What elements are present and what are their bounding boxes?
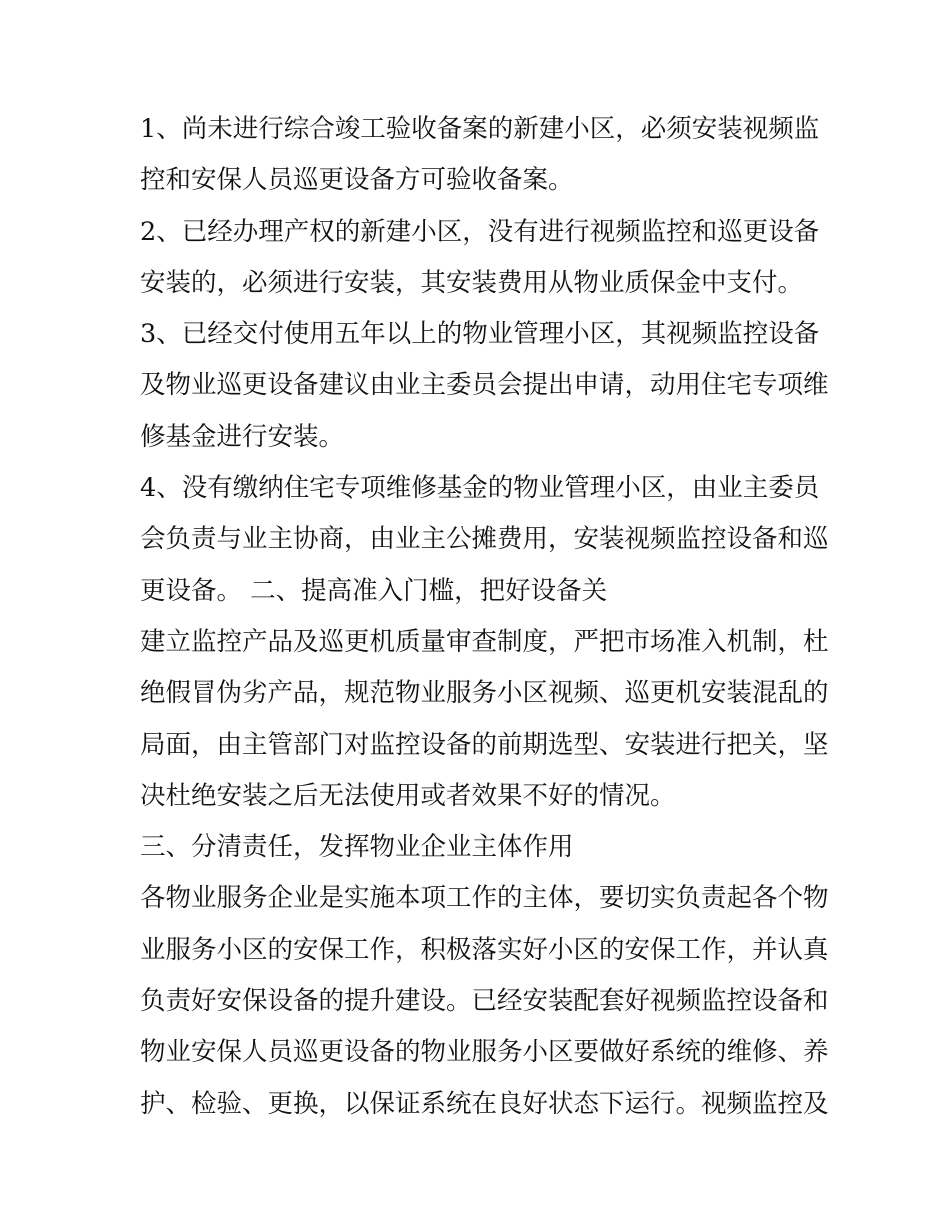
text-line: 2、已经办理产权的新建小区，没有进行视频监控和巡更设备 [140, 216, 820, 247]
text-line: 三、分清责任，发挥物业企业主体作用 [140, 832, 574, 863]
text-line: 护、检验、更换，以保证系统在良好状态下运行。视频监控及 [140, 1088, 829, 1119]
text-line: 3、已经交付使用五年以上的物业管理小区，其视频监控设备 [140, 319, 820, 350]
text-line: 会负责与业主协商，由业主公摊费用，安装视频监控设备和巡 [140, 524, 829, 555]
text-line: 局面，由主管部门对监控设备的前期选型、安装进行把关，坚 [140, 729, 829, 760]
document-body [140, 104, 829, 1130]
text-line: 更设备。 二、提高准入门槛，把好设备关 [140, 575, 608, 606]
text-line: 决杜绝安装之后无法使用或者效果不好的情况。 [140, 780, 676, 811]
text-line: 绝假冒伪劣产品，规范物业服务小区视频、巡更机安装混乱的 [140, 678, 829, 709]
text-line: 物业安保人员巡更设备的物业服务小区要做好系统的维修、养 [140, 1037, 829, 1068]
text-line: 4、没有缴纳住宅专项维修基金的物业管理小区，由业主委员 [140, 473, 820, 504]
text-line: 修基金进行安装。 [140, 421, 345, 452]
text-line: 业服务小区的安保工作，积极落实好小区的安保工作，并认真 [140, 934, 829, 965]
text-line: 负责好安保设备的提升建设。已经安装配套好视频监控设备和 [140, 986, 829, 1017]
text-line: 1、尚未进行综合竣工验收备案的新建小区，必须安装视频监 [140, 114, 820, 144]
text-line: 建立监控产品及巡更机质量审查制度，严把市场准入机制，杜 [140, 626, 829, 657]
text-line: 各物业服务企业是实施本项工作的主体，要切实负责起各个物 [140, 883, 829, 914]
text-line: 控和安保人员巡更设备方可验收备案。 [140, 165, 574, 196]
text-line: 及物业巡更设备建议由业主委员会提出申请，动用住宅专项维 [140, 370, 829, 401]
text-line: 安装的，必须进行安装，其安装费用从物业质保金中支付。 [140, 267, 804, 298]
